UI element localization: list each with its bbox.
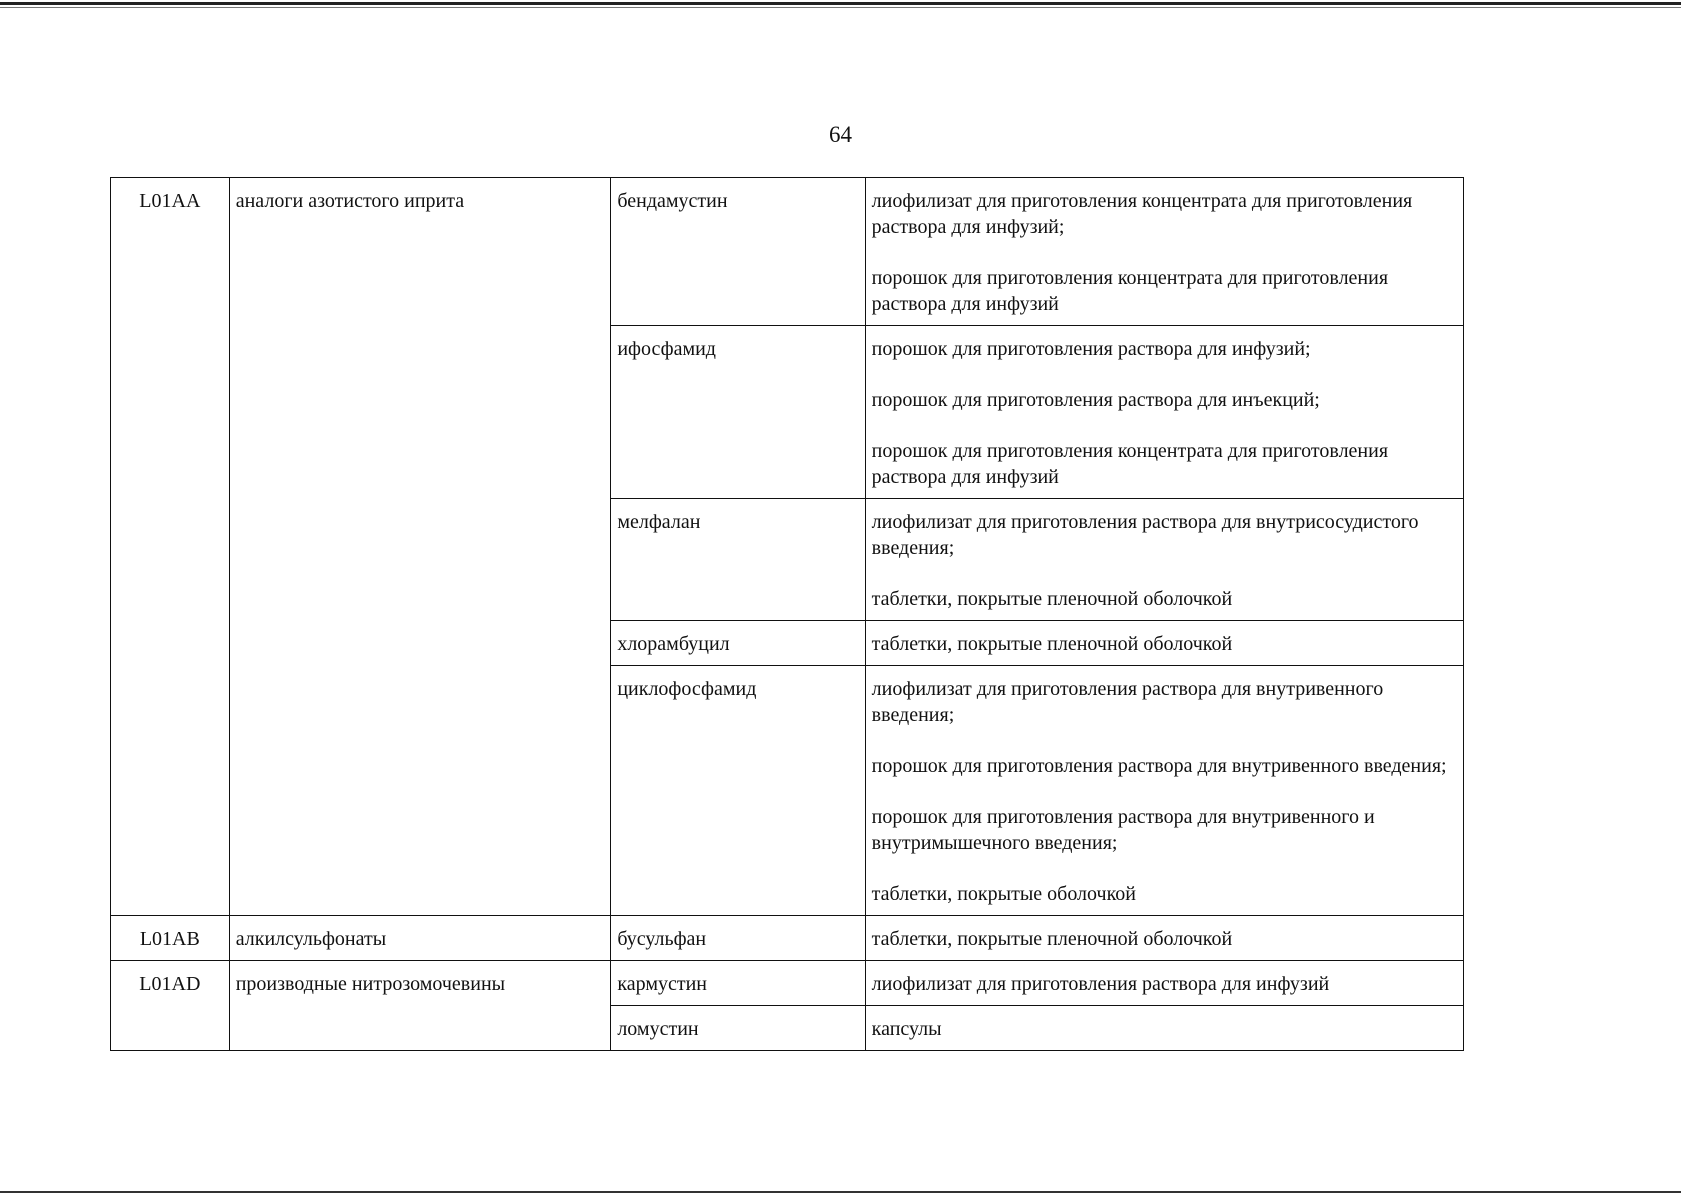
dosage-form-item: лиофилизат для приготовления раствора для внутрисосудистого введения; bbox=[871, 511, 1419, 559]
dosage-form-item: лиофилизат для приготовления раствора для внутривенного введения; bbox=[871, 678, 1384, 726]
table-row bbox=[111, 178, 1464, 326]
dosage-forms-cell bbox=[865, 326, 1463, 499]
drug-name-cell: мелфалан bbox=[611, 499, 865, 621]
table-body bbox=[111, 178, 1464, 1051]
drug-name-cell: циклофосфамид bbox=[611, 666, 865, 916]
atc-code-cell: L01AA bbox=[111, 178, 230, 916]
dosage-form-item: лиофилизат для приготовления раствора для инфузий bbox=[871, 973, 1330, 995]
dosage-form-item: лиофилизат для приготовления концентрата для приготовления раствора для инфузий; bbox=[871, 190, 1413, 238]
scan-edge-bottom bbox=[0, 1191, 1681, 1193]
drug-name-cell: ломустин bbox=[611, 1006, 865, 1051]
dosage-form-item: порошок для приготовления концентрата для приготовления раствора для инфузий bbox=[871, 440, 1389, 488]
dosage-form-item: порошок для приготовления раствора для инфузий; bbox=[871, 338, 1311, 360]
drug-name-cell: хлорамбуцил bbox=[611, 621, 865, 666]
drug-group-cell: аналоги азотистого иприта bbox=[229, 178, 611, 916]
dosage-form-item: таблетки, покрытые пленочной оболочкой bbox=[871, 928, 1233, 950]
dosage-form-item: порошок для приготовления раствора для внутривенного и внутримышечного введения; bbox=[871, 806, 1375, 854]
atc-code-cell: L01AB bbox=[111, 916, 230, 961]
drug-group-cell: производные нитрозомочевины bbox=[229, 961, 611, 1051]
drug-table bbox=[110, 177, 1464, 1051]
dosage-form-item: капсулы bbox=[871, 1018, 942, 1040]
scan-edge-top bbox=[0, 2, 1681, 5]
table-row bbox=[111, 961, 1464, 1006]
table-row bbox=[111, 916, 1464, 961]
drug-name-cell: бендамустин bbox=[611, 178, 865, 326]
dosage-form-item: таблетки, покрытые пленочной оболочкой bbox=[871, 633, 1233, 655]
dosage-forms-cell bbox=[865, 1006, 1463, 1051]
page-number: 64 bbox=[829, 122, 852, 147]
drug-name-cell: ифосфамид bbox=[611, 326, 865, 499]
dosage-forms-cell bbox=[865, 666, 1463, 916]
dosage-forms-cell bbox=[865, 961, 1463, 1006]
dosage-forms-cell bbox=[865, 499, 1463, 621]
drug-name-cell: кармустин bbox=[611, 961, 865, 1006]
dosage-forms-cell bbox=[865, 178, 1463, 326]
dosage-forms-cell bbox=[865, 621, 1463, 666]
dosage-form-item: таблетки, покрытые оболочкой bbox=[871, 883, 1136, 905]
atc-code-cell: L01AD bbox=[111, 961, 230, 1051]
drug-group-cell: алкилсульфонаты bbox=[229, 916, 611, 961]
drug-name-cell: бусульфан bbox=[611, 916, 865, 961]
dosage-forms-cell bbox=[865, 916, 1463, 961]
dosage-form-item: порошок для приготовления концентрата для приготовления раствора для инфузий bbox=[871, 267, 1389, 315]
dosage-form-item: порошок для приготовления раствора для инъекций; bbox=[871, 389, 1320, 411]
scan-edge-top-thin bbox=[0, 7, 1681, 8]
dosage-form-item: порошок для приготовления раствора для внутривенного введения; bbox=[871, 755, 1447, 777]
dosage-form-item: таблетки, покрытые пленочной оболочкой bbox=[871, 588, 1233, 610]
